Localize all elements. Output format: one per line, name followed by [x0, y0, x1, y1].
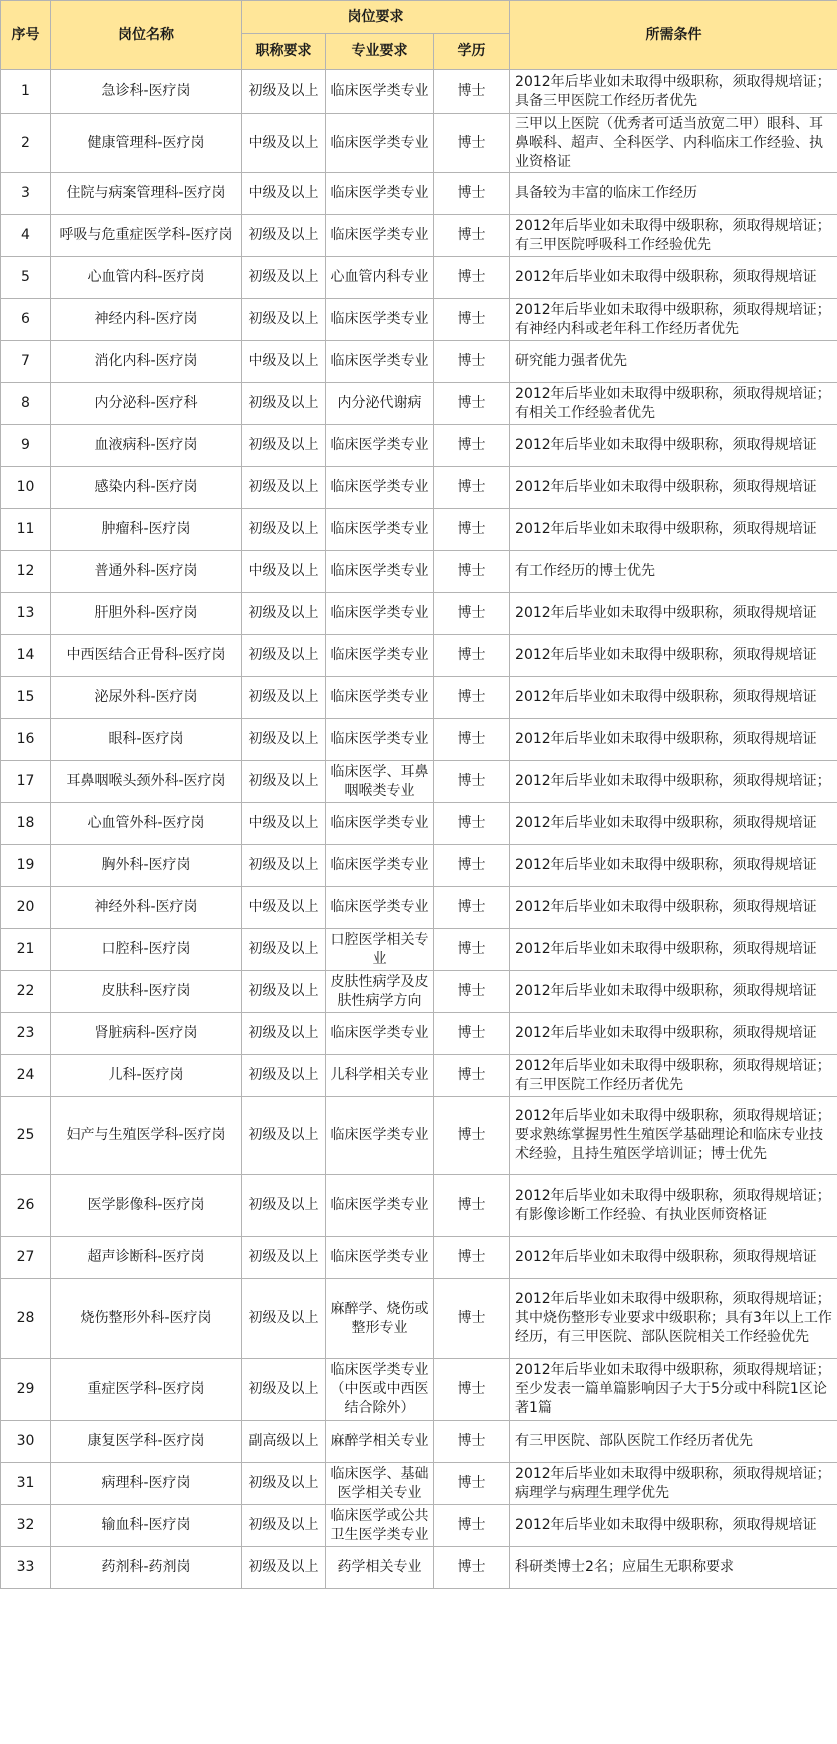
table-row: [1, 1237, 837, 1279]
table-row: [1, 70, 837, 114]
row-conditions: 2012年后毕业如未取得中级职称，须取得规培证: [510, 803, 837, 845]
table-row: [1, 425, 837, 467]
table-row: [1, 1505, 837, 1547]
table-row: [1, 929, 837, 971]
row-conditions: 2012年后毕业如未取得中级职称，须取得规培证: [510, 593, 837, 635]
table-row: [1, 257, 837, 299]
row-title-requirement: 初级及以上: [242, 1097, 326, 1175]
row-position: 泌尿外科-医疗岗: [51, 677, 242, 719]
row-major-requirement: 临床医学类专业: [326, 1013, 434, 1055]
row-degree: 博士: [434, 1279, 510, 1359]
row-title-requirement: 初级及以上: [242, 425, 326, 467]
row-conditions: 2012年后毕业如未取得中级职称，须取得规培证；要求熟练掌握男性生殖医学基础理论和临床专业技术经验，且持生殖医学培训证；博士优先: [510, 1097, 837, 1175]
row-index: 2: [1, 114, 51, 173]
row-conditions: 2012年后毕业如未取得中级职称，须取得规培证；有相关工作经验者优先: [510, 383, 837, 425]
row-position: 普通外科-医疗岗: [51, 551, 242, 593]
row-degree: 博士: [434, 467, 510, 509]
row-index: 20: [1, 887, 51, 929]
row-major-requirement: 临床医学类专业（中医或中西医结合除外）: [326, 1359, 434, 1421]
row-index: 3: [1, 173, 51, 215]
table-row: [1, 551, 837, 593]
row-title-requirement: 副高级以上: [242, 1421, 326, 1463]
table-row: [1, 1359, 837, 1421]
row-degree: 博士: [434, 971, 510, 1013]
row-title-requirement: 初级及以上: [242, 1013, 326, 1055]
row-conditions: 2012年后毕业如未取得中级职称，须取得规培证: [510, 845, 837, 887]
row-conditions: 2012年后毕业如未取得中级职称，须取得规培证: [510, 1505, 837, 1547]
row-index: 12: [1, 551, 51, 593]
row-position: 肝胆外科-医疗岗: [51, 593, 242, 635]
row-title-requirement: 中级及以上: [242, 887, 326, 929]
row-major-requirement: 临床医学类专业: [326, 551, 434, 593]
table-row: [1, 845, 837, 887]
row-conditions: 2012年后毕业如未取得中级职称，须取得规培证: [510, 719, 837, 761]
table-row: [1, 1279, 837, 1359]
row-degree: 博士: [434, 635, 510, 677]
row-major-requirement: 临床医学类专业: [326, 341, 434, 383]
row-position: 心血管外科-医疗岗: [51, 803, 242, 845]
row-major-requirement: 临床医学类专业: [326, 845, 434, 887]
row-degree: 博士: [434, 1013, 510, 1055]
row-index: 9: [1, 425, 51, 467]
table-row: [1, 1013, 837, 1055]
row-degree: 博士: [434, 1463, 510, 1505]
row-position: 胸外科-医疗岗: [51, 845, 242, 887]
row-major-requirement: 临床医学类专业: [326, 635, 434, 677]
table-row: [1, 1463, 837, 1505]
row-title-requirement: 初级及以上: [242, 383, 326, 425]
table-row: [1, 677, 837, 719]
row-degree: 博士: [434, 677, 510, 719]
row-degree: 博士: [434, 114, 510, 173]
row-conditions: 2012年后毕业如未取得中级职称，须取得规培证；: [510, 761, 837, 803]
row-degree: 博士: [434, 1421, 510, 1463]
row-index: 32: [1, 1505, 51, 1547]
table-row: [1, 593, 837, 635]
row-major-requirement: 临床医学或公共卫生医学类专业: [326, 1505, 434, 1547]
row-position: 神经外科-医疗岗: [51, 887, 242, 929]
row-conditions: 2012年后毕业如未取得中级职称，须取得规培证: [510, 635, 837, 677]
row-major-requirement: 临床医学类专业: [326, 173, 434, 215]
row-title-requirement: 初级及以上: [242, 845, 326, 887]
row-title-requirement: 初级及以上: [242, 257, 326, 299]
row-position: 耳鼻咽喉头颈外科-医疗岗: [51, 761, 242, 803]
row-index: 27: [1, 1237, 51, 1279]
row-position: 血液病科-医疗岗: [51, 425, 242, 467]
row-conditions: 2012年后毕业如未取得中级职称，须取得规培证: [510, 887, 837, 929]
row-major-requirement: 临床医学类专业: [326, 299, 434, 341]
row-index: 24: [1, 1055, 51, 1097]
table-row: [1, 635, 837, 677]
row-conditions: 2012年后毕业如未取得中级职称，须取得规培证: [510, 425, 837, 467]
row-position: 健康管理科-医疗岗: [51, 114, 242, 173]
row-index: 8: [1, 383, 51, 425]
table-row: [1, 341, 837, 383]
row-conditions: 研究能力强者优先: [510, 341, 837, 383]
row-degree: 博士: [434, 1547, 510, 1589]
row-conditions: 2012年后毕业如未取得中级职称，须取得规培证: [510, 1013, 837, 1055]
row-degree: 博士: [434, 593, 510, 635]
row-title-requirement: 中级及以上: [242, 803, 326, 845]
table-header: [1, 1, 837, 70]
row-title-requirement: 初级及以上: [242, 971, 326, 1013]
row-position: 儿科-医疗岗: [51, 1055, 242, 1097]
row-title-requirement: 初级及以上: [242, 1359, 326, 1421]
table-row: [1, 1097, 837, 1175]
row-index: 17: [1, 761, 51, 803]
row-major-requirement: 临床医学类专业: [326, 719, 434, 761]
header-title: 职称要求: [242, 34, 326, 70]
row-conditions: 2012年后毕业如未取得中级职称，须取得规培证；其中烧伤整形专业要求中级职称；具有3年以上工作经历，有三甲医院、部队医院相关工作经验优先: [510, 1279, 837, 1359]
table-row: [1, 114, 837, 173]
row-index: 33: [1, 1547, 51, 1589]
table-row: [1, 383, 837, 425]
row-position: 肾脏病科-医疗岗: [51, 1013, 242, 1055]
row-title-requirement: 初级及以上: [242, 1463, 326, 1505]
row-position: 医学影像科-医疗岗: [51, 1175, 242, 1237]
row-conditions: 2012年后毕业如未取得中级职称，须取得规培证: [510, 929, 837, 971]
row-index: 21: [1, 929, 51, 971]
row-conditions: 具备较为丰富的临床工作经历: [510, 173, 837, 215]
row-major-requirement: 临床医学、基础医学相关专业: [326, 1463, 434, 1505]
table-row: [1, 719, 837, 761]
row-position: 口腔科-医疗岗: [51, 929, 242, 971]
row-position: 中西医结合正骨科-医疗岗: [51, 635, 242, 677]
row-index: 11: [1, 509, 51, 551]
row-position: 眼科-医疗岗: [51, 719, 242, 761]
row-title-requirement: 中级及以上: [242, 341, 326, 383]
table-row: [1, 1547, 837, 1589]
row-title-requirement: 初级及以上: [242, 719, 326, 761]
row-major-requirement: 临床医学类专业: [326, 677, 434, 719]
header-major: 专业要求: [326, 34, 434, 70]
row-major-requirement: 儿科学相关专业: [326, 1055, 434, 1097]
row-degree: 博士: [434, 845, 510, 887]
row-major-requirement: 临床医学类专业: [326, 1175, 434, 1237]
row-major-requirement: 临床医学类专业: [326, 1237, 434, 1279]
row-index: 19: [1, 845, 51, 887]
row-conditions: 2012年后毕业如未取得中级职称，须取得规培证；有三甲医院工作经历者优先: [510, 1055, 837, 1097]
row-index: 5: [1, 257, 51, 299]
row-index: 25: [1, 1097, 51, 1175]
table-row: [1, 509, 837, 551]
table-row: [1, 1175, 837, 1237]
row-position: 药剂科-药剂岗: [51, 1547, 242, 1589]
row-major-requirement: 临床医学、耳鼻咽喉类专业: [326, 761, 434, 803]
row-major-requirement: 临床医学类专业: [326, 593, 434, 635]
row-degree: 博士: [434, 425, 510, 467]
row-degree: 博士: [434, 173, 510, 215]
row-degree: 博士: [434, 1175, 510, 1237]
row-title-requirement: 初级及以上: [242, 929, 326, 971]
table-row: [1, 971, 837, 1013]
row-position: 感染内科-医疗岗: [51, 467, 242, 509]
row-major-requirement: 麻醉学、烧伤或整形专业: [326, 1279, 434, 1359]
row-title-requirement: 初级及以上: [242, 509, 326, 551]
row-index: 31: [1, 1463, 51, 1505]
row-major-requirement: 临床医学类专业: [326, 467, 434, 509]
row-major-requirement: 药学相关专业: [326, 1547, 434, 1589]
row-position: 妇产与生殖医学科-医疗岗: [51, 1097, 242, 1175]
row-index: 28: [1, 1279, 51, 1359]
row-index: 30: [1, 1421, 51, 1463]
row-major-requirement: 皮肤性病学及皮肤性病学方向: [326, 971, 434, 1013]
row-degree: 博士: [434, 1359, 510, 1421]
row-position: 消化内科-医疗岗: [51, 341, 242, 383]
row-degree: 博士: [434, 929, 510, 971]
row-position: 呼吸与危重症医学科-医疗岗: [51, 215, 242, 257]
row-degree: 博士: [434, 803, 510, 845]
row-degree: 博士: [434, 215, 510, 257]
table-row: [1, 215, 837, 257]
row-position: 肿瘤科-医疗岗: [51, 509, 242, 551]
row-conditions: 2012年后毕业如未取得中级职称，须取得规培证；至少发表一篇单篇影响因子大于5分或中科院1区论著1篇: [510, 1359, 837, 1421]
row-index: 10: [1, 467, 51, 509]
row-degree: 博士: [434, 887, 510, 929]
row-index: 6: [1, 299, 51, 341]
row-title-requirement: 初级及以上: [242, 1237, 326, 1279]
row-conditions: 2012年后毕业如未取得中级职称，须取得规培证: [510, 257, 837, 299]
row-index: 14: [1, 635, 51, 677]
row-position: 超声诊断科-医疗岗: [51, 1237, 242, 1279]
table-row: [1, 1421, 837, 1463]
row-title-requirement: 中级及以上: [242, 114, 326, 173]
row-position: 心血管内科-医疗岗: [51, 257, 242, 299]
table-row: [1, 467, 837, 509]
row-index: 23: [1, 1013, 51, 1055]
row-degree: 博士: [434, 551, 510, 593]
row-degree: 博士: [434, 1505, 510, 1547]
row-title-requirement: 初级及以上: [242, 70, 326, 114]
row-major-requirement: 临床医学类专业: [326, 509, 434, 551]
row-major-requirement: 临床医学类专业: [326, 114, 434, 173]
row-conditions: 2012年后毕业如未取得中级职称，须取得规培证: [510, 971, 837, 1013]
row-position: 急诊科-医疗岗: [51, 70, 242, 114]
table-row: [1, 173, 837, 215]
row-position: 皮肤科-医疗岗: [51, 971, 242, 1013]
row-conditions: 2012年后毕业如未取得中级职称，须取得规培证: [510, 677, 837, 719]
row-degree: 博士: [434, 70, 510, 114]
row-degree: 博士: [434, 383, 510, 425]
row-major-requirement: 心血管内科专业: [326, 257, 434, 299]
header-index: 序号: [1, 1, 51, 70]
row-position: 输血科-医疗岗: [51, 1505, 242, 1547]
row-degree: 博士: [434, 1097, 510, 1175]
row-title-requirement: 初级及以上: [242, 1279, 326, 1359]
row-index: 13: [1, 593, 51, 635]
row-conditions: 科研类博士2名；应届生无职称要求: [510, 1547, 837, 1589]
row-degree: 博士: [434, 1055, 510, 1097]
row-title-requirement: 初级及以上: [242, 635, 326, 677]
row-position: 重症医学科-医疗岗: [51, 1359, 242, 1421]
table-row: [1, 761, 837, 803]
header-requirements: 岗位要求: [242, 1, 510, 34]
row-major-requirement: 内分泌代谢病: [326, 383, 434, 425]
row-position: 烧伤整形外科-医疗岗: [51, 1279, 242, 1359]
row-index: 15: [1, 677, 51, 719]
row-degree: 博士: [434, 719, 510, 761]
row-conditions: 有三甲医院、部队医院工作经历者优先: [510, 1421, 837, 1463]
row-degree: 博士: [434, 257, 510, 299]
row-conditions: 2012年后毕业如未取得中级职称，须取得规培证；病理学与病理生理学优先: [510, 1463, 837, 1505]
row-major-requirement: 临床医学类专业: [326, 803, 434, 845]
row-position: 康复医学科-医疗岗: [51, 1421, 242, 1463]
row-degree: 博士: [434, 509, 510, 551]
row-major-requirement: 临床医学类专业: [326, 425, 434, 467]
row-index: 18: [1, 803, 51, 845]
table-row: [1, 1055, 837, 1097]
row-title-requirement: 初级及以上: [242, 299, 326, 341]
row-major-requirement: 临床医学类专业: [326, 70, 434, 114]
row-conditions: 2012年后毕业如未取得中级职称，须取得规培证；具备三甲医院工作经历者优先: [510, 70, 837, 114]
header-degree: 学历: [434, 34, 510, 70]
row-index: 16: [1, 719, 51, 761]
row-title-requirement: 初级及以上: [242, 677, 326, 719]
row-conditions: 2012年后毕业如未取得中级职称，须取得规培证: [510, 467, 837, 509]
row-conditions: 三甲以上医院（优秀者可适当放宽二甲）眼科、耳鼻喉科、超声、全科医学、内科临床工作经验、执业资格证: [510, 114, 837, 173]
row-conditions: 2012年后毕业如未取得中级职称，须取得规培证: [510, 509, 837, 551]
row-major-requirement: 临床医学类专业: [326, 215, 434, 257]
row-title-requirement: 初级及以上: [242, 1055, 326, 1097]
row-title-requirement: 初级及以上: [242, 761, 326, 803]
row-title-requirement: 初级及以上: [242, 467, 326, 509]
table-row: [1, 887, 837, 929]
row-index: 7: [1, 341, 51, 383]
row-conditions: 2012年后毕业如未取得中级职称，须取得规培证；有影像诊断工作经验、有执业医师资格证: [510, 1175, 837, 1237]
header-conditions: 所需条件: [510, 1, 837, 70]
row-conditions: 2012年后毕业如未取得中级职称，须取得规培证: [510, 1237, 837, 1279]
row-position: 住院与病案管理科-医疗岗: [51, 173, 242, 215]
row-degree: 博士: [434, 299, 510, 341]
row-index: 4: [1, 215, 51, 257]
row-title-requirement: 初级及以上: [242, 1175, 326, 1237]
row-position: 内分泌科-医疗科: [51, 383, 242, 425]
row-index: 1: [1, 70, 51, 114]
row-degree: 博士: [434, 761, 510, 803]
row-major-requirement: 口腔医学相关专业: [326, 929, 434, 971]
table-body: [1, 70, 837, 1589]
row-conditions: 2012年后毕业如未取得中级职称，须取得规培证；有三甲医院呼吸科工作经验优先: [510, 215, 837, 257]
row-title-requirement: 初级及以上: [242, 593, 326, 635]
row-title-requirement: 初级及以上: [242, 1505, 326, 1547]
row-degree: 博士: [434, 1237, 510, 1279]
row-major-requirement: 临床医学类专业: [326, 1097, 434, 1175]
header-position: 岗位名称: [51, 1, 242, 70]
row-conditions: 2012年后毕业如未取得中级职称，须取得规培证；有神经内科或老年科工作经历者优先: [510, 299, 837, 341]
row-position: 病理科-医疗岗: [51, 1463, 242, 1505]
row-index: 22: [1, 971, 51, 1013]
row-title-requirement: 中级及以上: [242, 551, 326, 593]
row-degree: 博士: [434, 341, 510, 383]
row-index: 29: [1, 1359, 51, 1421]
row-title-requirement: 初级及以上: [242, 1547, 326, 1589]
row-title-requirement: 中级及以上: [242, 173, 326, 215]
row-position: 神经内科-医疗岗: [51, 299, 242, 341]
table-row: [1, 803, 837, 845]
row-title-requirement: 初级及以上: [242, 215, 326, 257]
table-row: [1, 299, 837, 341]
row-conditions: 有工作经历的博士优先: [510, 551, 837, 593]
row-major-requirement: 麻醉学相关专业: [326, 1421, 434, 1463]
row-major-requirement: 临床医学类专业: [326, 887, 434, 929]
row-index: 26: [1, 1175, 51, 1237]
